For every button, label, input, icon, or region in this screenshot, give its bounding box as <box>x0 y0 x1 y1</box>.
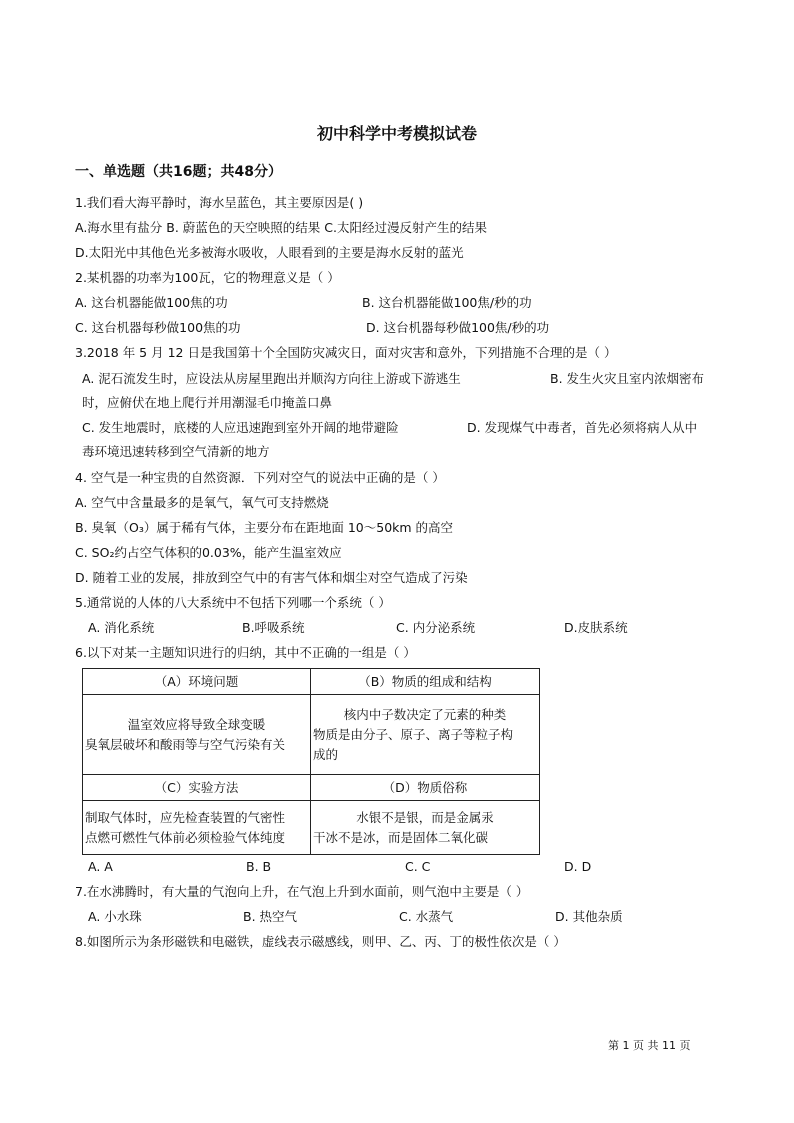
question-3-option-d: D. 发现煤气中毒者，首先必须将病人从中 <box>467 420 698 435</box>
question-7-stem: 7.在水沸腾时，有大量的气泡向上升，在气泡上升到水面前，则气泡中主要是（ ） <box>75 884 529 899</box>
question-4-option-c: C. SO₂约占空气体积的0.03%，能产生温室效应 <box>75 545 342 560</box>
question-7-option-c: C. 水蒸气 <box>399 909 454 924</box>
question-5-option-c: C. 内分泌系统 <box>396 620 476 635</box>
table-cell-b <box>311 695 540 775</box>
question-3-option-a: A. 泥石流发生时，应设法从房屋里跑出并顺沟方向往上游或下游逃生 <box>82 371 461 386</box>
table-cell-d <box>311 801 540 855</box>
table-header-c: （C）实验方法 <box>83 775 311 801</box>
question-5-option-d: D.皮肤系统 <box>564 620 628 635</box>
question-1-options: A.海水里有盐分 B. 蔚蓝色的天空映照的结果 C.太阳经过漫反射产生的结果 <box>75 220 487 235</box>
page-footer: 第 1 页 共 11 页 <box>608 1039 691 1052</box>
table-cell-c-line-1: 制取气体时，应先检查装置的气密性 <box>85 809 286 825</box>
question-2-stem: 2.某机器的功率为100瓦，它的物理意义是（ ） <box>75 270 340 285</box>
table-cell-b-line-1: 核内中子数决定了元素的种类 <box>343 706 507 722</box>
question-6-stem: 6.以下对某一主题知识进行的归纳，其中不正确的一组是（ ） <box>75 645 416 660</box>
question-4-option-a: A. 空气中含量最多的是氧气，氧气可支持燃烧 <box>75 495 329 510</box>
table-header-d: （D）物质俗称 <box>311 775 540 801</box>
question-6-option-c: C. C <box>405 859 431 874</box>
table-cell-a-line-1: 温室效应将导致全球变暖 <box>127 716 266 732</box>
question-2-option-d: D. 这台机器每秒做100焦/秒的功 <box>366 320 550 335</box>
question-4-option-b: B. 臭氧（O₃）属于稀有气体，主要分布在距地面 10～50km 的高空 <box>75 520 454 535</box>
question-3-option-b: B. 发生火灾且室内浓烟密布 <box>550 371 705 386</box>
exam-title: 初中科学中考模拟试卷 <box>316 124 477 143</box>
table-cell-c <box>83 801 311 855</box>
question-5-option-a: A. 消化系统 <box>88 620 155 635</box>
question-4-stem: 4. 空气是一种宝贵的自然资源．下列对空气的说法中正确的是（ ） <box>75 470 445 485</box>
question-7-option-b: B. 热空气 <box>243 909 298 924</box>
question-7-option-d: D. 其他杂质 <box>555 909 623 924</box>
question-3-option-d-cont: 毒环境迅速转移到空气清新的地方 <box>82 444 270 459</box>
table-cell-b-line-3: 成的 <box>313 746 339 762</box>
question-6-option-a: A. A <box>88 859 113 874</box>
question-5-option-b: B.呼吸系统 <box>242 620 305 635</box>
question-3-option-b-cont: 时，应俯伏在地上爬行并用潮湿毛巾掩盖口鼻 <box>82 395 333 410</box>
table-cell-a-line-2: 臭氧层破坏和酸雨等与空气污染有关 <box>85 736 286 752</box>
table-cell-d-line-2: 干冰不是冰，而是固体二氧化碳 <box>313 829 489 845</box>
table-cell-d-line-1: 水银不是银，而是金属汞 <box>356 809 494 825</box>
question-2-option-b: B. 这台机器能做100焦/秒的功 <box>362 295 532 310</box>
question-5-stem: 5.通常说的人体的八大系统中不包括下列哪一个系统（ ） <box>75 595 391 610</box>
question-3-option-c: C. 发生地震时，底楼的人应迅速跑到室外开阔的地带避险 <box>82 420 399 435</box>
question-2-option-a: A. 这台机器能做100焦的功 <box>75 295 228 310</box>
section-heading: 一、单选题（共16题；共48分） <box>75 164 282 180</box>
table-cell-b-line-2: 物质是由分子、原子、离子等粒子构 <box>313 726 514 742</box>
question-2-option-c: C. 这台机器每秒做100焦的功 <box>75 320 241 335</box>
table-header-b: （B）物质的组成和结构 <box>311 669 540 695</box>
table-header-a: （A）环境问题 <box>83 669 311 695</box>
question-1-option-d: D.太阳光中其他色光多被海水吸收，人眼看到的主要是海水反射的蓝光 <box>75 245 464 260</box>
question-3-stem: 3.2018 年 5 月 12 日是我国第十个全国防灾减灾日，面对灾害和意外，下列措施不合理的是（ ） <box>75 345 617 360</box>
question-7-option-a: A. 小水珠 <box>88 909 142 924</box>
table-cell-a <box>83 695 311 775</box>
knowledge-table <box>82 668 540 855</box>
question-1-stem: 1.我们看大海平静时，海水呈蓝色，其主要原因是( ) <box>75 195 364 210</box>
question-8-stem: 8.如图所示为条形磁铁和电磁铁，虚线表示磁感线，则甲、乙、丙、丁的极性依次是（ ） <box>75 934 566 949</box>
question-6-option-b: B. B <box>246 859 272 874</box>
table-cell-c-line-2: 点燃可燃性气体前必须检验气体纯度 <box>85 829 286 845</box>
question-6-option-d: D. D <box>564 859 592 874</box>
question-4-option-d: D. 随着工业的发展，排放到空气中的有害气体和烟尘对空气造成了污染 <box>75 570 468 585</box>
